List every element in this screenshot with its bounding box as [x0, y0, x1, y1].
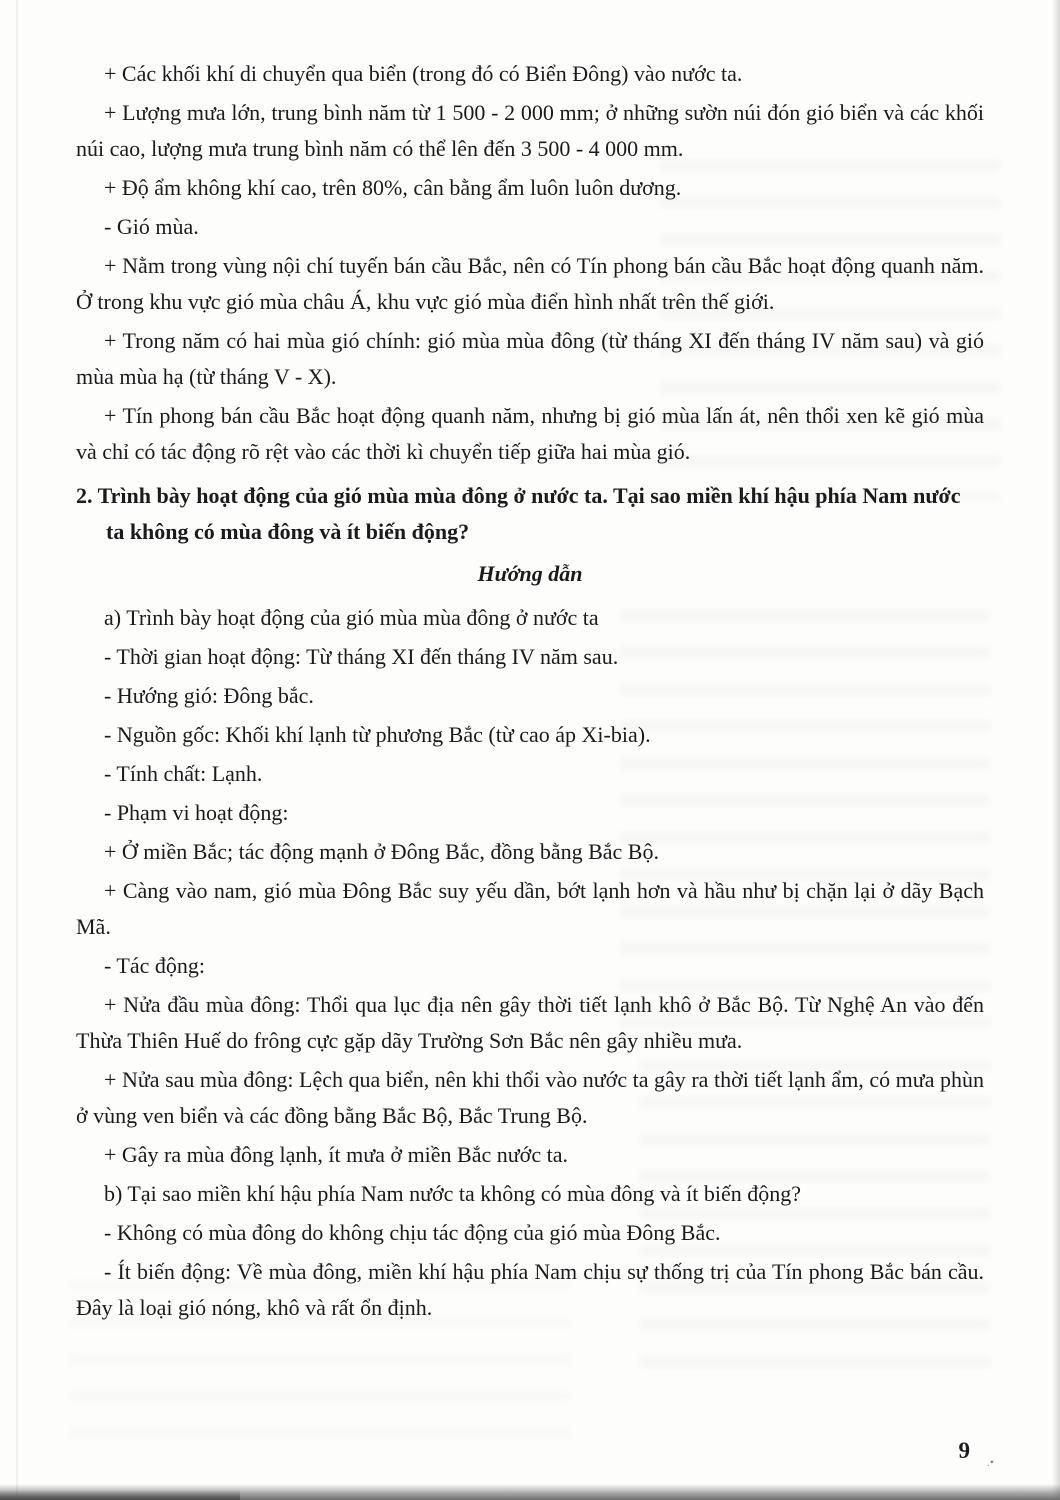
scan-speck-artifact: .• [986, 1455, 994, 1469]
paragraph: + Trong năm có hai mùa gió chính: gió mùa mùa đông (từ tháng XI đến tháng IV năm sau) và gió mùa mùa hạ (từ tháng V - X). [76, 328, 984, 389]
paragraph: a) Trình bày hoạt động của gió mùa mùa đông ở nước ta [104, 605, 599, 630]
page-content [76, 56, 984, 1329]
paragraph: + Các khối khí di chuyển qua biển (trong đó có Biển Đông) vào nước ta. [104, 61, 743, 86]
paragraph: - Hướng gió: Đông bắc. [104, 683, 314, 708]
paragraph: - Ít biến động: Về mùa đông, miền khí hậu phía Nam chịu sự thống trị của Tín phong Bắc bán cầu. Đây là loại gió nóng, khô và rất ổn định. [76, 1259, 984, 1320]
page-number: 9 [958, 1438, 970, 1463]
section-subtitle: Hướng dẫn [477, 561, 583, 586]
paragraph: + Gây ra mùa đông lạnh, ít mưa ở miền Bắc nước ta. [104, 1142, 568, 1167]
scan-edge-left [16, 0, 18, 1500]
paragraph: - Không có mùa đông do không chịu tác động của gió mùa Đông Bắc. [104, 1220, 721, 1245]
paragraph: + Nửa đầu mùa đông: Thổi qua lục địa nên gây thời tiết lạnh khô ở Bắc Bộ. Từ Nghệ An vào đến Thừa Thiên Huế do frông cực gặp dãy Trường Sơn Bắc nên gây nhiều mưa. [76, 992, 984, 1053]
paragraph: - Nguồn gốc: Khối khí lạnh từ phương Bắc (từ cao áp Xi-bia). [104, 722, 651, 747]
paragraph: - Tính chất: Lạnh. [104, 761, 263, 786]
paragraph: - Phạm vi hoạt động: [104, 800, 289, 825]
paragraph: - Tác động: [104, 953, 206, 978]
paragraph: + Độ ẩm không khí cao, trên 80%, cân bằng ẩm luôn luôn dương. [104, 175, 682, 200]
paragraph: b) Tại sao miền khí hậu phía Nam nước ta không có mùa đông và ít biến động? [104, 1181, 802, 1206]
paragraph: + Lượng mưa lớn, trung bình năm từ 1 500 - 2 000 mm; ở những sườn núi đón gió biển và các khối núi cao, lượng mưa trung bình năm có thể lên đến 3 500 - 4 000 mm. [76, 100, 984, 161]
paragraph: + Nửa sau mùa đông: Lệch qua biển, nên khi thổi vào nước ta gây ra thời tiết lạnh ẩm, có mưa phùn ở vùng ven biển và các đồng bằng Bắc Bộ, Bắc Trung Bộ. [76, 1067, 984, 1128]
paragraph: + Ở miền Bắc; tác động mạnh ở Đông Bắc, đồng bằng Bắc Bộ. [104, 839, 659, 864]
paragraph: + Nằm trong vùng nội chí tuyến bán cầu Bắc, nên có Tín phong bán cầu Bắc hoạt động quanh năm. Ở trong khu vực gió mùa châu Á, khu vực gió mùa điển hình nhất trên thế giới. [76, 253, 984, 314]
paragraph: + Càng vào nam, gió mùa Đông Bắc suy yếu dần, bớt lạnh hơn và hầu như bị chặn lại ở dãy Bạch Mã. [76, 878, 984, 939]
scan-edge-bottom-corner [0, 1490, 240, 1500]
paragraph: + Tín phong bán cầu Bắc hoạt động quanh năm, nhưng bị gió mùa lấn át, nên thổi xen kẽ gió mùa và chỉ có tác động rõ rệt vào các thời kì chuyển tiếp giữa hai mùa gió. [76, 403, 984, 464]
paragraph: - Gió mùa. [104, 214, 199, 239]
paragraph: - Thời gian hoạt động: Từ tháng XI đến tháng IV năm sau. [104, 644, 619, 669]
scan-edge-right [1052, 0, 1060, 1500]
question-heading: 2. Trình bày hoạt động của gió mùa mùa đông ở nước ta. Tại sao miền khí hậu phía Nam nước ta không có mùa đông và ít biến động? [76, 483, 961, 544]
